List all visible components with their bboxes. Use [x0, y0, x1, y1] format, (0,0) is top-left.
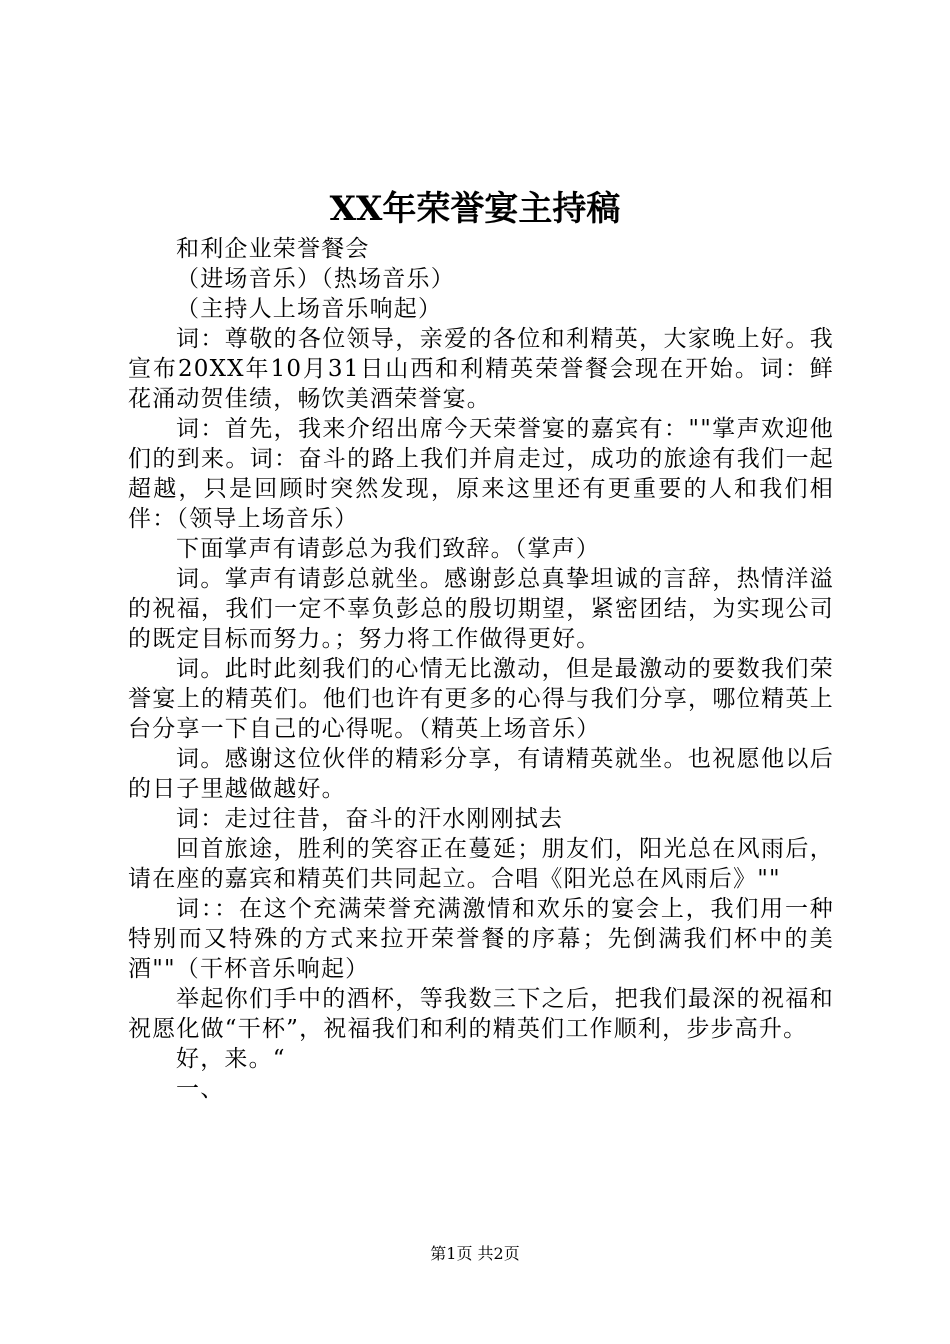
- paragraph: 词。掌声有请彭总就坐。感谢彭总真挚坦诚的言辞，热情洋溢的祝福，我们一定不辜负彭总的殷切期望，紧密团结，为实现公司的既定目标而努力。；努力将工作做得更好。: [128, 566, 834, 652]
- paragraph: 词：走过往昔，奋斗的汗水刚刚拭去: [176, 806, 564, 832]
- paragraph: 回首旅途，胜利的笑容正在蔓延；朋友们，阳光总在风雨后，请在座的嘉宾和精英们共同起立。合唱《阳光总在风雨后》"": [128, 836, 834, 892]
- paragraph: （进场音乐）（热场音乐）: [176, 266, 455, 292]
- paragraph: 词：首先，我来介绍出席今天荣誉宴的嘉宾有：""掌声欢迎他们的到来。词：奋斗的路上我们并肩走过，成功的旅途有我们一起超越，只是回顾时突然发现，原来这里还有更重要的人和我们相伴：（领导上场音乐）: [128, 416, 834, 532]
- paragraph: 词：：在这个充满荣誉充满激情和欢乐的宴会上，我们用一种特别而又特殊的方式来拉开荣誉餐的序幕；先倒满我们杯中的美酒""（干杯音乐响起）: [128, 896, 834, 982]
- page-footer: 第1页 共2页: [430, 1244, 520, 1263]
- paragraph: 词。此时此刻我们的心情无比激动，但是最激动的要数我们荣誉宴上的精英们。他们也许有更多的心得与我们分享，哪位精英上台分享一下自己的心得呢。（精英上场音乐）: [128, 656, 834, 742]
- paragraph: （主持人上场音乐响起）: [176, 296, 443, 322]
- page-title: XX年荣誉宴主持稿: [329, 189, 621, 229]
- document-body: [128, 234, 834, 1104]
- paragraph: 下面掌声有请彭总为我们致辞。（掌声）: [176, 536, 601, 562]
- paragraph: 词。感谢这位伙伴的精彩分享，有请精英就坐。也祝愿他以后的日子里越做越好。: [128, 746, 834, 802]
- paragraph: 和利企业荣誉餐会: [176, 236, 370, 262]
- paragraph: 好，来。“: [176, 1046, 286, 1072]
- paragraph: 一、: [176, 1076, 225, 1102]
- paragraph: 举起你们手中的酒杯，等我数三下之后，把我们最深的祝福和祝愿化做“干杯”，祝福我们和利的精英们工作顺利，步步高升。: [128, 986, 834, 1042]
- paragraph: 词：尊敬的各位领导，亲爱的各位和利精英，大家晚上好。我宣布20XX年10月31日山西和利精英荣誉餐会现在开始。词：鲜花涌动贺佳绩，畅饮美酒荣誉宴。: [128, 326, 834, 412]
